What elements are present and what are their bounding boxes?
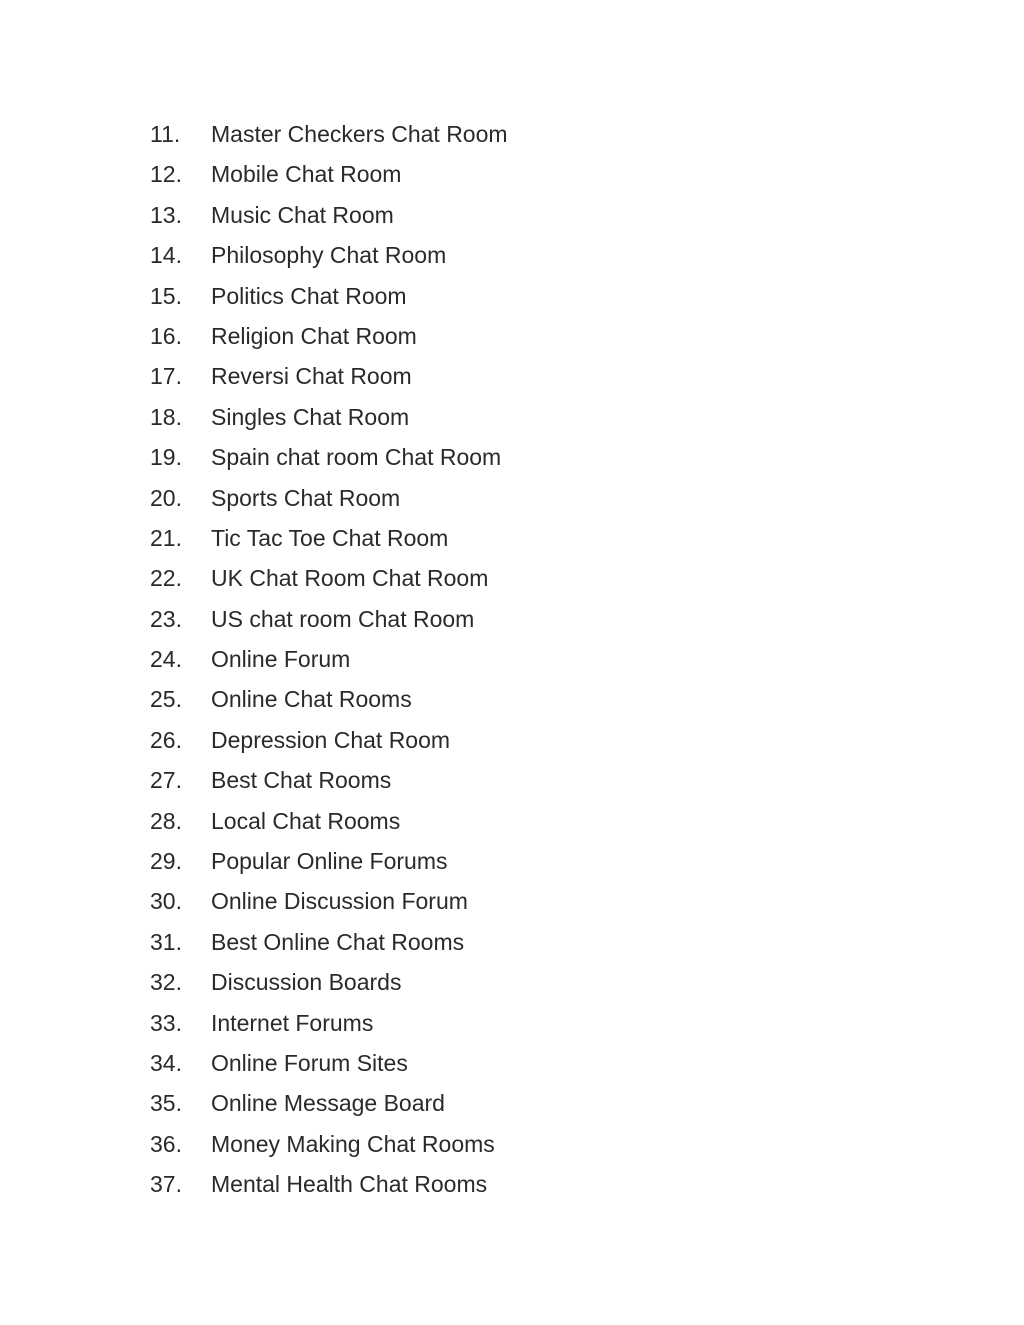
item-number: 11. (150, 121, 181, 147)
item-text: Online Message Board (211, 1090, 445, 1117)
item-text: Tic Tac Toe Chat Room (211, 524, 449, 551)
list-item (150, 558, 508, 598)
list-item (150, 962, 508, 1002)
list-item (150, 518, 508, 558)
item-text: Online Forum Sites (211, 1049, 408, 1076)
item-text: Mental Health Chat Rooms (211, 1171, 488, 1198)
item-number: 12. (150, 161, 182, 188)
item-number: 36. (150, 1130, 182, 1157)
item-text: Depression Chat Room (211, 726, 451, 753)
item-text: Politics Chat Room (211, 282, 407, 309)
list-item (150, 841, 508, 881)
item-text: Popular Online Forums (211, 848, 448, 875)
item-number: 14. (150, 242, 182, 269)
item-text: Money Making Chat Rooms (211, 1130, 495, 1157)
item-text: Singles Chat Room (211, 403, 410, 430)
list-item (150, 801, 508, 841)
list-item (150, 599, 508, 639)
item-text: Discussion Boards (211, 969, 402, 996)
list-item (150, 1124, 508, 1164)
item-text: Local Chat Rooms (211, 807, 401, 834)
numbered-list (150, 114, 508, 1205)
item-number: 16. (150, 322, 182, 349)
list-item (150, 154, 508, 194)
item-number: 27. (150, 767, 182, 794)
item-number: 28. (150, 807, 182, 834)
item-number: 32. (150, 969, 182, 996)
item-number: 22. (150, 565, 182, 592)
item-text: Best Chat Rooms (211, 767, 392, 794)
item-number: 35. (150, 1090, 182, 1117)
list-item (150, 235, 508, 275)
item-text: Music Chat Room (211, 201, 394, 228)
item-number: 13. (150, 201, 182, 228)
item-text: Mobile Chat Room (211, 161, 402, 188)
list-item (150, 276, 508, 316)
item-number: 34. (150, 1049, 182, 1076)
list-item (150, 1083, 508, 1123)
item-number: 18. (150, 403, 182, 430)
item-text: Religion Chat Room (211, 322, 417, 349)
list-item (150, 1043, 508, 1083)
list-item (150, 720, 508, 760)
item-number: 17. (150, 363, 182, 390)
item-text: Internet Forums (211, 1009, 374, 1036)
item-text: Online Forum (211, 646, 351, 673)
item-number: 25. (150, 686, 182, 713)
item-text: Philosophy Chat Room (211, 242, 447, 269)
item-number: 15. (150, 282, 182, 309)
list-item (150, 881, 508, 921)
list-item (150, 639, 508, 679)
list-item (150, 397, 508, 437)
item-number: 20. (150, 484, 182, 511)
list-item (150, 437, 508, 477)
item-number: 26. (150, 726, 182, 753)
item-number: 19. (150, 444, 182, 471)
item-text: Online Chat Rooms (211, 686, 412, 713)
list-item (150, 760, 508, 800)
item-number: 33. (150, 1009, 182, 1036)
item-text: Best Online Chat Rooms (211, 928, 465, 955)
item-text: Sports Chat Room (211, 484, 401, 511)
list-item (150, 478, 508, 518)
item-number: 23. (150, 605, 182, 632)
item-text: Reversi Chat Room (211, 363, 412, 390)
item-text: Spain chat room Chat Room (211, 444, 502, 471)
item-number: 29. (150, 848, 182, 875)
item-number: 31. (150, 928, 182, 955)
item-text: Master Checkers Chat Room (211, 121, 508, 147)
list-item (150, 316, 508, 356)
item-text: Online Discussion Forum (211, 888, 468, 915)
item-number: 21. (150, 524, 182, 551)
item-text: UK Chat Room Chat Room (211, 565, 489, 592)
list-item (150, 679, 508, 719)
list-item (150, 1003, 508, 1043)
list-item (150, 114, 508, 154)
item-number: 30. (150, 888, 182, 915)
item-text: US chat room Chat Room (211, 605, 475, 632)
list-item (150, 922, 508, 962)
item-number: 24. (150, 646, 182, 673)
item-number: 37. (150, 1171, 182, 1198)
list-item (150, 356, 508, 396)
list-item (150, 1164, 508, 1204)
list-item (150, 195, 508, 235)
